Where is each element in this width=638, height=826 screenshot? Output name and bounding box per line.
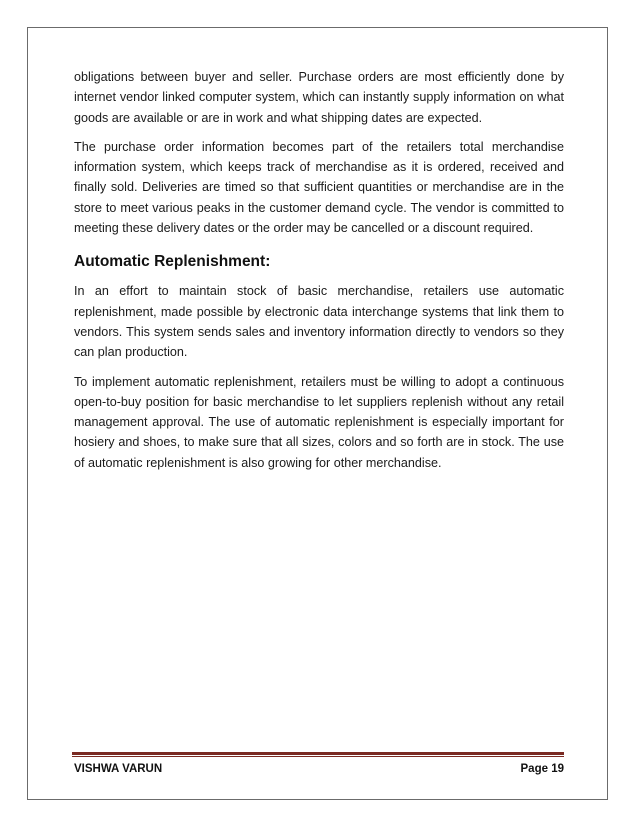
page-footer (74, 763, 564, 775)
paragraph: In an effort to maintain stock of basic merchandise, retailers use automatic replenishment, made possible by electronic data interchange systems that link them to vendors. This system sends sales and inventory information directly to vendors so they can plan production. (74, 284, 564, 360)
paragraph: To implement automatic replenishment, retailers must be willing to adopt a continuous open-to-buy position for basic merchandise to let suppliers replenish without any retail management approval. The use of automatic replenishment is especially important for hosiery and shoes, to make sure that all sizes, colors and so forth are in stock. The use of automatic replenishment is also growing for other merchandise. (74, 374, 564, 470)
document-body (74, 67, 564, 482)
footer-author: VISHWA VARUN (74, 763, 163, 775)
paragraph: The purchase order information becomes part of the retailers total merchandise information system, which keeps track of merchandise as it is ordered, received and finally sold. Deliveries are timed so that sufficient quantities or merchandise are in the store to meet various peaks in the customer demand cycle. The vendor is committed to meeting these delivery dates or the order may be cancelled or a discount required. (74, 139, 564, 236)
page-number: Page 19 (520, 763, 564, 775)
section-heading: Automatic Replenishment: (74, 253, 271, 271)
footer-rule (72, 752, 564, 755)
paragraph: obligations between buyer and seller. Purchase orders are most efficiently done by internet vendor linked computer system, which can instantly supply information on what goods are available or are in work and what shipping dates are expected. (74, 70, 564, 125)
